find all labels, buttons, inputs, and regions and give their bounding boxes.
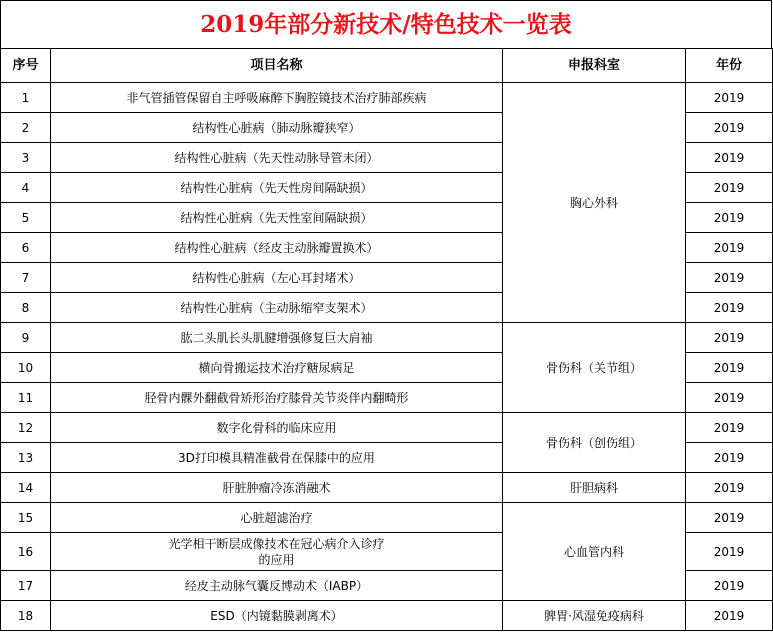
cell-dept: 胸心外科: [503, 83, 686, 323]
cell-dept: 肝胆病科: [503, 473, 686, 503]
cell-no: 10: [1, 353, 51, 383]
table-row: [1, 323, 773, 353]
cell-name: 经皮主动脉气囊反博动术（IABP）: [51, 571, 503, 601]
cell-no: 5: [1, 203, 51, 233]
cell-name: 结构性心脏病（经皮主动脉瓣置换术）: [51, 233, 503, 263]
page-title: 2019年部分新技术/特色技术一览表: [0, 0, 772, 48]
cell-no: 11: [1, 383, 51, 413]
cell-name: 结构性心脏病（先天性室间隔缺损）: [51, 203, 503, 233]
cell-year: 2019: [686, 413, 773, 443]
table-row: [1, 83, 773, 113]
cell-dept: 脾胃·风湿免疫病科: [503, 601, 686, 631]
cell-no: 6: [1, 233, 51, 263]
table-row: [1, 413, 773, 443]
cell-name: [51, 533, 503, 571]
cell-dept: 心血管内科: [503, 503, 686, 601]
cell-dept: 骨伤科（关节组）: [503, 323, 686, 413]
cell-year: 2019: [686, 533, 773, 571]
cell-no: 13: [1, 443, 51, 473]
cell-name: 结构性心脏病（主动脉缩窄支架术）: [51, 293, 503, 323]
cell-name: ESD（内镜黏膜剥离术）: [51, 601, 503, 631]
header-name: 项目名称: [51, 49, 503, 83]
cell-no: 14: [1, 473, 51, 503]
cell-year: 2019: [686, 353, 773, 383]
header-dept: 申报科室: [503, 49, 686, 83]
cell-no: 4: [1, 173, 51, 203]
cell-name: 肱二头肌长头肌腱增强修复巨大肩袖: [51, 323, 503, 353]
header-year: 年份: [686, 49, 773, 83]
cell-name: 肝脏肿瘤冷冻消融术: [51, 473, 503, 503]
cell-no: 1: [1, 83, 51, 113]
cell-year: 2019: [686, 293, 773, 323]
cell-year: 2019: [686, 323, 773, 353]
cell-dept: 骨伤科（创伤组）: [503, 413, 686, 473]
cell-no: 3: [1, 143, 51, 173]
table-row: [1, 473, 773, 503]
cell-no: 2: [1, 113, 51, 143]
tech-table: [0, 48, 773, 631]
cell-year: 2019: [686, 383, 773, 413]
cell-no: 18: [1, 601, 51, 631]
cell-name: 心脏超滤治疗: [51, 503, 503, 533]
cell-year: 2019: [686, 83, 773, 113]
cell-year: 2019: [686, 601, 773, 631]
cell-year: 2019: [686, 263, 773, 293]
header-row: [1, 49, 773, 83]
cell-year: 2019: [686, 173, 773, 203]
cell-no: 7: [1, 263, 51, 293]
cell-name: 3D打印模具精准截骨在保膝中的应用: [51, 443, 503, 473]
cell-name-line1: 光学相干断层成像技术在冠心病介入诊疗: [168, 536, 385, 551]
cell-year: 2019: [686, 443, 773, 473]
cell-name: 数字化骨科的临床应用: [51, 413, 503, 443]
cell-name: 结构性心脏病（先天性房间隔缺损）: [51, 173, 503, 203]
cell-name: 胫骨内髁外翻截骨矫形治疗膝骨关节炎伴内翻畸形: [51, 383, 503, 413]
cell-no: 9: [1, 323, 51, 353]
cell-no: 17: [1, 571, 51, 601]
cell-name: 结构性心脏病（左心耳封堵术）: [51, 263, 503, 293]
cell-no: 8: [1, 293, 51, 323]
cell-name: 结构性心脏病（肺动脉瓣狭窄）: [51, 113, 503, 143]
cell-year: 2019: [686, 203, 773, 233]
cell-no: 12: [1, 413, 51, 443]
table-row: [1, 503, 773, 533]
cell-no: 16: [1, 533, 51, 571]
cell-year: 2019: [686, 503, 773, 533]
header-no: 序号: [1, 49, 51, 83]
cell-year: 2019: [686, 233, 773, 263]
cell-year: 2019: [686, 143, 773, 173]
cell-name: 横向骨搬运技术治疗糖尿病足: [51, 353, 503, 383]
table-row: [1, 601, 773, 631]
cell-year: 2019: [686, 571, 773, 601]
cell-year: 2019: [686, 473, 773, 503]
cell-name: 非气管插管保留自主呼吸麻醉下胸腔镜技术治疗肺部疾病: [51, 83, 503, 113]
cell-name-line2: 的应用: [258, 552, 295, 567]
cell-no: 15: [1, 503, 51, 533]
cell-name: 结构性心脏病（先天性动脉导管未闭）: [51, 143, 503, 173]
cell-year: 2019: [686, 113, 773, 143]
